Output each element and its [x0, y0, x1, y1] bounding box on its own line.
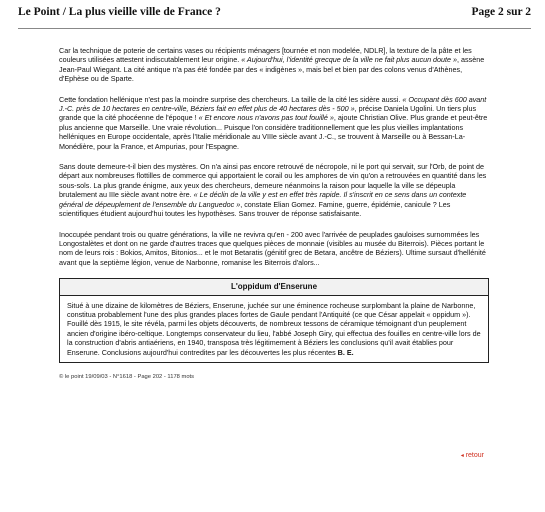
body-text: Cette fondation hellénique n'est pas la moindre surprise des chercheurs. La taille de la cité les sidère aussi. — [59, 94, 403, 104]
body-text: , assène Jean-Paul Wiegant. La cité antique n'a pas été fondée par des « indigènes », mais bel et bien par des colons venus d'Athènes, d'Ephèse ou de Sparte. — [59, 55, 485, 84]
page-header — [18, 6, 531, 24]
article-paragraph — [59, 230, 489, 268]
sidebar-box — [59, 278, 489, 363]
box-title: L'oppidum d'Enserune — [60, 279, 488, 295]
article-paragraph — [59, 162, 489, 218]
article-content — [59, 46, 489, 382]
page-indicator: Page 2 sur 2 — [471, 6, 531, 18]
box-text: Situé à une dizaine de kilomètres de Béziers, Enserune, juchée sur une éminence rocheuse surplombant la plaine de Narbonne, constitua probablement l'une des plus grandes places fortes de Gaule pendant l'Antiquité (ce que César appelait « oppidum »). Fouillé dès 1915, le site révéla, parmi les objets découverts, de nombreux tessons de céramique témoignant d'un peuplement ancien d'origine ibéro-celtique. Longtemps conservateur du lieu, l'abbé Joseph Giry, qui effectua des fouilles en centre-ville lors de la construction d'abris antiaériens, en 1940, transposa très légitimement à Béziers les conclusions qu'il avait établies pour Enserune. Conclusions aujourd'hui contredites par les découvertes les plus récentes — [67, 300, 481, 357]
retour-link[interactable] — [461, 452, 484, 459]
quote-text: « Aujourd'hui, l'identité grecque de la ville ne fait plus aucun doute » — [241, 55, 458, 65]
copyright-footer: © le point 19/09/03 - N°1618 - Page 202 - 1178 mots — [59, 373, 195, 380]
article-paragraph — [59, 95, 489, 151]
body-text: , constate Elian Gomez. Famine, guerre, épidémie, canicule ? Les scientifiques étudient aujourd'hui toutes les hypothèses. Sans trouver de réponse satisfaisante. — [59, 199, 451, 219]
box-body — [60, 296, 488, 362]
article-body — [59, 46, 489, 267]
body-text: , ajoute Christian Olive. Plus grande et peut-être plus ancienne que Marseille. Une vraie révolution... Puisque l'on considère traditionnellement que les plus vieilles implantations helléniques en Europe occidentale, après l'Italie méridionale au VIIIe siècle avant J.-C., se trouvent à Marseille ou à Bessan-La-Monédière, pour la France, et Ampurias, pour l'Espagne. — [59, 113, 488, 151]
body-text: Car la technique de poterie de certains vases ou récipients ménagers [tournée et non modelée, NDLR], la texture de la pâte et les couleurs utilisées attestent indiscutablement leur origine. — [59, 46, 472, 65]
retour-label: retour — [465, 452, 484, 459]
quote-text: « Le déclin de la ville y est en effet très rapide. Il s'inscrit en ce sens dans un contexte général de dépeuplement de l'ensemble du Languedoc » — [59, 190, 467, 209]
body-text: Sans doute demeure-t-il bien des mystères. On n'a ainsi pas encore retrouvé de nécropole, ni le port qui servait, sur l'Orb, de point de départ aux nombreuses flottilles de commerce qui apportaient le corail ou les amphores de vin qu'on a retrouvées en quantité dans les sous-sols. La plus grande énigme, aux yeux des chercheurs, demeure néanmoins la raison pour laquelle la ville se dépeupla brutalement au IIIe siècle avant notre ère. — [59, 162, 487, 200]
document-title: Le Point / La plus vieille ville de France ? — [18, 6, 221, 18]
quote-text: « Et encore nous n'avons pas tout fouillé » — [198, 113, 334, 123]
body-text: Inoccupée pendant trois ou quatre générations, la ville ne revivra qu'en - 200 avec l'arrivée de peuplades gauloises surnommées les Longostalètes et dont on ne garde d'autres traces que quelques pièces de monnaie (visibles au musée du Biterrois). Pièces portant le nom de leurs rois : Bokios, Amitos, Bitonios... et le mot Betaratis (génitif grec de Betara, ancêtre de Béziers). Ultime sursaut d'hellénité avant que la septième légion, venue de Narbonne, romanise les Biterrois d'alors... — [59, 229, 486, 267]
quote-text: « Occupant dès 600 avant J.-C. près de 10 hectares en centre-ville, Béziers fait en effet plus de 40 hectares dès - 500 » — [59, 94, 487, 114]
article-paragraph — [59, 46, 489, 84]
box-signature: B. E. — [337, 347, 354, 357]
header-rule — [18, 28, 531, 29]
back-arrow-icon: ◂ — [460, 453, 464, 459]
body-text: , précise Daniela Ugolini. Un tiers plus grande que la cité phocéenne de l'époque ! — [59, 104, 477, 123]
